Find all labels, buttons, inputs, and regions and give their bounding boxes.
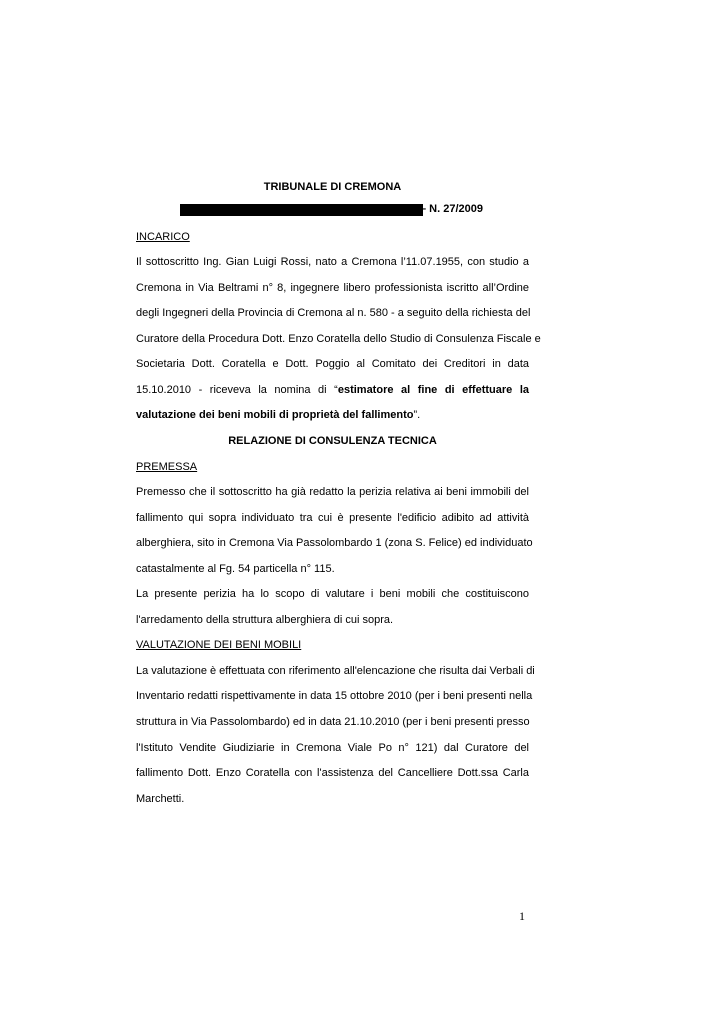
valutazione-line: Inventario redatti rispettivamente in data 15 ottobre 2010 (per i beni presenti nella bbox=[136, 690, 533, 702]
redaction-bar bbox=[180, 204, 423, 216]
valutazione-line: La valutazione è effettuata con riferimento all'elencazione che risulta dai Verbali di bbox=[136, 665, 535, 677]
incarico-line-text: 15.10.2010 - riceveva la nomina di “ bbox=[136, 384, 338, 396]
incarico-heading: INCARICO bbox=[136, 231, 190, 243]
court-title: TRIBUNALE DI CREMONA bbox=[263, 181, 402, 193]
incarico-line: Societaria Dott. Coratella e Dott. Poggio al Comitato dei Creditori in data bbox=[136, 358, 529, 370]
premessa-line: alberghiera, sito in Cremona Via Passolombardo 1 (zona S. Felice) ed individuato bbox=[136, 537, 533, 549]
incarico-line: Cremona in Via Beltrami n° 8, ingegnere libero professionista iscritto all’Ordine bbox=[136, 282, 529, 294]
premessa-line: Premesso che il sottoscritto ha già redatto la perizia relativa ai beni immobili del bbox=[136, 486, 529, 498]
premessa-heading: PREMESSA bbox=[136, 461, 198, 473]
incarico-line-bold: estimatore al fine di effettuare la bbox=[337, 384, 529, 396]
incarico-line-bold: valutazione dei beni mobili di proprietà del fallimento bbox=[136, 409, 414, 421]
valutazione-line: l'Istituto Vendite Giudiziarie in Cremona Viale Po n° 121) dal Curatore del bbox=[136, 742, 529, 754]
incarico-line: degli Ingegneri della Provincia di Cremona al n. 580 - a seguito della richiesta del bbox=[136, 307, 531, 319]
case-number: – N. 27/2009 bbox=[420, 203, 483, 215]
incarico-line bbox=[136, 383, 529, 397]
scopo-line: La presente perizia ha lo scopo di valutare i beni mobili che costituiscono bbox=[136, 588, 529, 600]
valutazione-line: fallimento Dott. Enzo Coratella con l'assistenza del Cancelliere Dott.ssa Carla bbox=[136, 767, 529, 779]
incarico-line: Il sottoscritto Ing. Gian Luigi Rossi, nato a Cremona l’11.07.1955, con studio a bbox=[136, 256, 529, 268]
valutazione-heading: VALUTAZIONE DEI BENI MOBILI bbox=[136, 639, 302, 651]
incarico-line-text: ”. bbox=[413, 409, 421, 421]
page-number: 1 bbox=[519, 909, 525, 923]
relazione-heading: RELAZIONE DI CONSULENZA TECNICA bbox=[228, 435, 437, 447]
premessa-line: fallimento qui sopra individuato tra cui è presente l'edificio adibito ad attività bbox=[136, 512, 529, 524]
premessa-line: catastalmente al Fg. 54 particella n° 115. bbox=[136, 563, 335, 575]
valutazione-line: Marchetti. bbox=[136, 793, 185, 805]
scopo-line: l'arredamento della struttura alberghiera di cui sopra. bbox=[136, 614, 394, 626]
valutazione-line: struttura in Via Passolombardo) ed in data 21.10.2010 (per i beni presenti presso bbox=[136, 716, 530, 728]
incarico-line: Curatore della Procedura Dott. Enzo Coratella dello Studio di Consulenza Fiscale e bbox=[136, 333, 541, 345]
incarico-line bbox=[136, 408, 529, 422]
